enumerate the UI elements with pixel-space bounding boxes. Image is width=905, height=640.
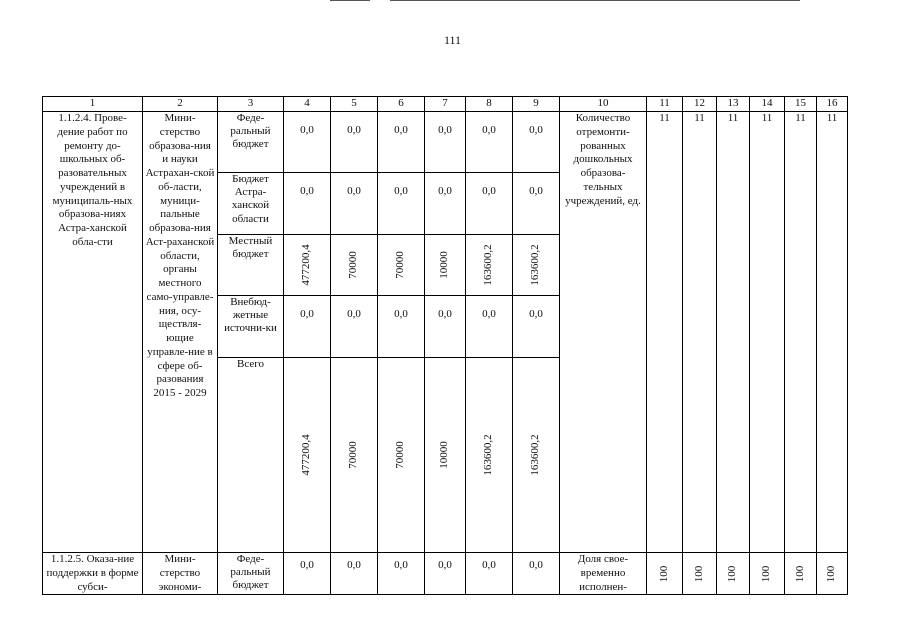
measure-cell: 1.1.2.4. Прове-дение работ по ремонту до-школьных об-разовательных учреждений в муниципаль-ных образова-ниях Астра-ханской обла-сти (43, 112, 143, 553)
value-cell: 0,0 (425, 112, 466, 173)
value-cell: 10000 (425, 235, 466, 296)
funding-source: Внебюд-жетные источни-ки (218, 296, 284, 358)
target-value: 11 (683, 112, 717, 553)
indicator-cell: Доля свое-временно исполнен- (560, 553, 647, 595)
value-cell: 0,0 (284, 553, 331, 595)
target-value: 100 (750, 553, 785, 595)
target-value: 100 (717, 553, 750, 595)
target-value: 100 (683, 553, 717, 595)
target-value: 11 (750, 112, 785, 553)
target-value: 11 (647, 112, 683, 553)
value-cell: 0,0 (425, 296, 466, 358)
target-value: 100 (785, 553, 817, 595)
column-number: 10 (560, 97, 647, 112)
value-cell: 10000 (425, 358, 466, 553)
column-number-row (43, 97, 848, 112)
funding-source: Бюджет Астра-ханской области (218, 173, 284, 235)
target-value: 11 (717, 112, 750, 553)
value-cell: 70000 (378, 235, 425, 296)
value-cell: 70000 (378, 358, 425, 553)
funding-source: Феде-ральный бюджет (218, 553, 284, 595)
target-value: 11 (785, 112, 817, 553)
column-number: 12 (683, 97, 717, 112)
value-cell: 0,0 (331, 112, 378, 173)
value-cell: 0,0 (284, 173, 331, 235)
column-number: 4 (284, 97, 331, 112)
value-cell: 70000 (331, 358, 378, 553)
column-number: 5 (331, 97, 378, 112)
value-cell: 0,0 (378, 173, 425, 235)
value-cell: 477200,4 (284, 235, 331, 296)
executor-cell: Мини-стерство экономи- (143, 553, 218, 595)
value-cell: 0,0 (513, 173, 560, 235)
indicator-cell: Количество отремонти-рованных дошкольных образова-тельных учреждений, ед. (560, 112, 647, 553)
top-rule-left (330, 0, 370, 1)
table-row (43, 553, 848, 595)
column-number: 3 (218, 97, 284, 112)
table-row (43, 112, 848, 173)
column-number: 8 (466, 97, 513, 112)
measure-cell: 1.1.2.5. Оказа-ние поддержки в форме субси- (43, 553, 143, 595)
target-value: 11 (817, 112, 848, 553)
value-cell: 0,0 (378, 112, 425, 173)
value-cell: 0,0 (331, 173, 378, 235)
value-cell: 0,0 (466, 112, 513, 173)
funding-source: Всего (218, 358, 284, 553)
value-cell: 477200,4 (284, 358, 331, 553)
page-number: 111 (443, 33, 462, 47)
executor-cell: Мини-стерство образова-ния и науки Астрахан-ской об-ласти, муници-пальные образова-ния Аст-раханской области, органы местного само-управле-ния, осу-ществля-ющие управле-ние в сфере об-разования 2015 - 2029 (143, 112, 218, 553)
value-cell: 0,0 (425, 173, 466, 235)
column-number: 2 (143, 97, 218, 112)
value-cell: 163600,2 (466, 235, 513, 296)
column-number: 1 (43, 97, 143, 112)
value-cell: 163600,2 (513, 358, 560, 553)
target-value: 100 (817, 553, 848, 595)
value-cell: 0,0 (331, 296, 378, 358)
budget-table (42, 96, 848, 595)
value-cell: 0,0 (284, 112, 331, 173)
column-number: 14 (750, 97, 785, 112)
value-cell: 0,0 (378, 553, 425, 595)
value-cell: 0,0 (513, 296, 560, 358)
value-cell: 0,0 (466, 296, 513, 358)
column-number: 7 (425, 97, 466, 112)
value-cell: 0,0 (378, 296, 425, 358)
top-rule-right (390, 0, 800, 1)
value-cell: 0,0 (331, 553, 378, 595)
column-number: 11 (647, 97, 683, 112)
value-cell: 0,0 (425, 553, 466, 595)
value-cell: 0,0 (513, 553, 560, 595)
target-value: 100 (647, 553, 683, 595)
value-cell: 163600,2 (466, 358, 513, 553)
value-cell: 0,0 (466, 553, 513, 595)
column-number: 16 (817, 97, 848, 112)
value-cell: 163600,2 (513, 235, 560, 296)
value-cell: 0,0 (513, 112, 560, 173)
column-number: 15 (785, 97, 817, 112)
funding-source: Местный бюджет (218, 235, 284, 296)
column-number: 13 (717, 97, 750, 112)
column-number: 6 (378, 97, 425, 112)
funding-source: Феде-ральный бюджет (218, 112, 284, 173)
value-cell: 70000 (331, 235, 378, 296)
value-cell: 0,0 (284, 296, 331, 358)
column-number: 9 (513, 97, 560, 112)
value-cell: 0,0 (466, 173, 513, 235)
